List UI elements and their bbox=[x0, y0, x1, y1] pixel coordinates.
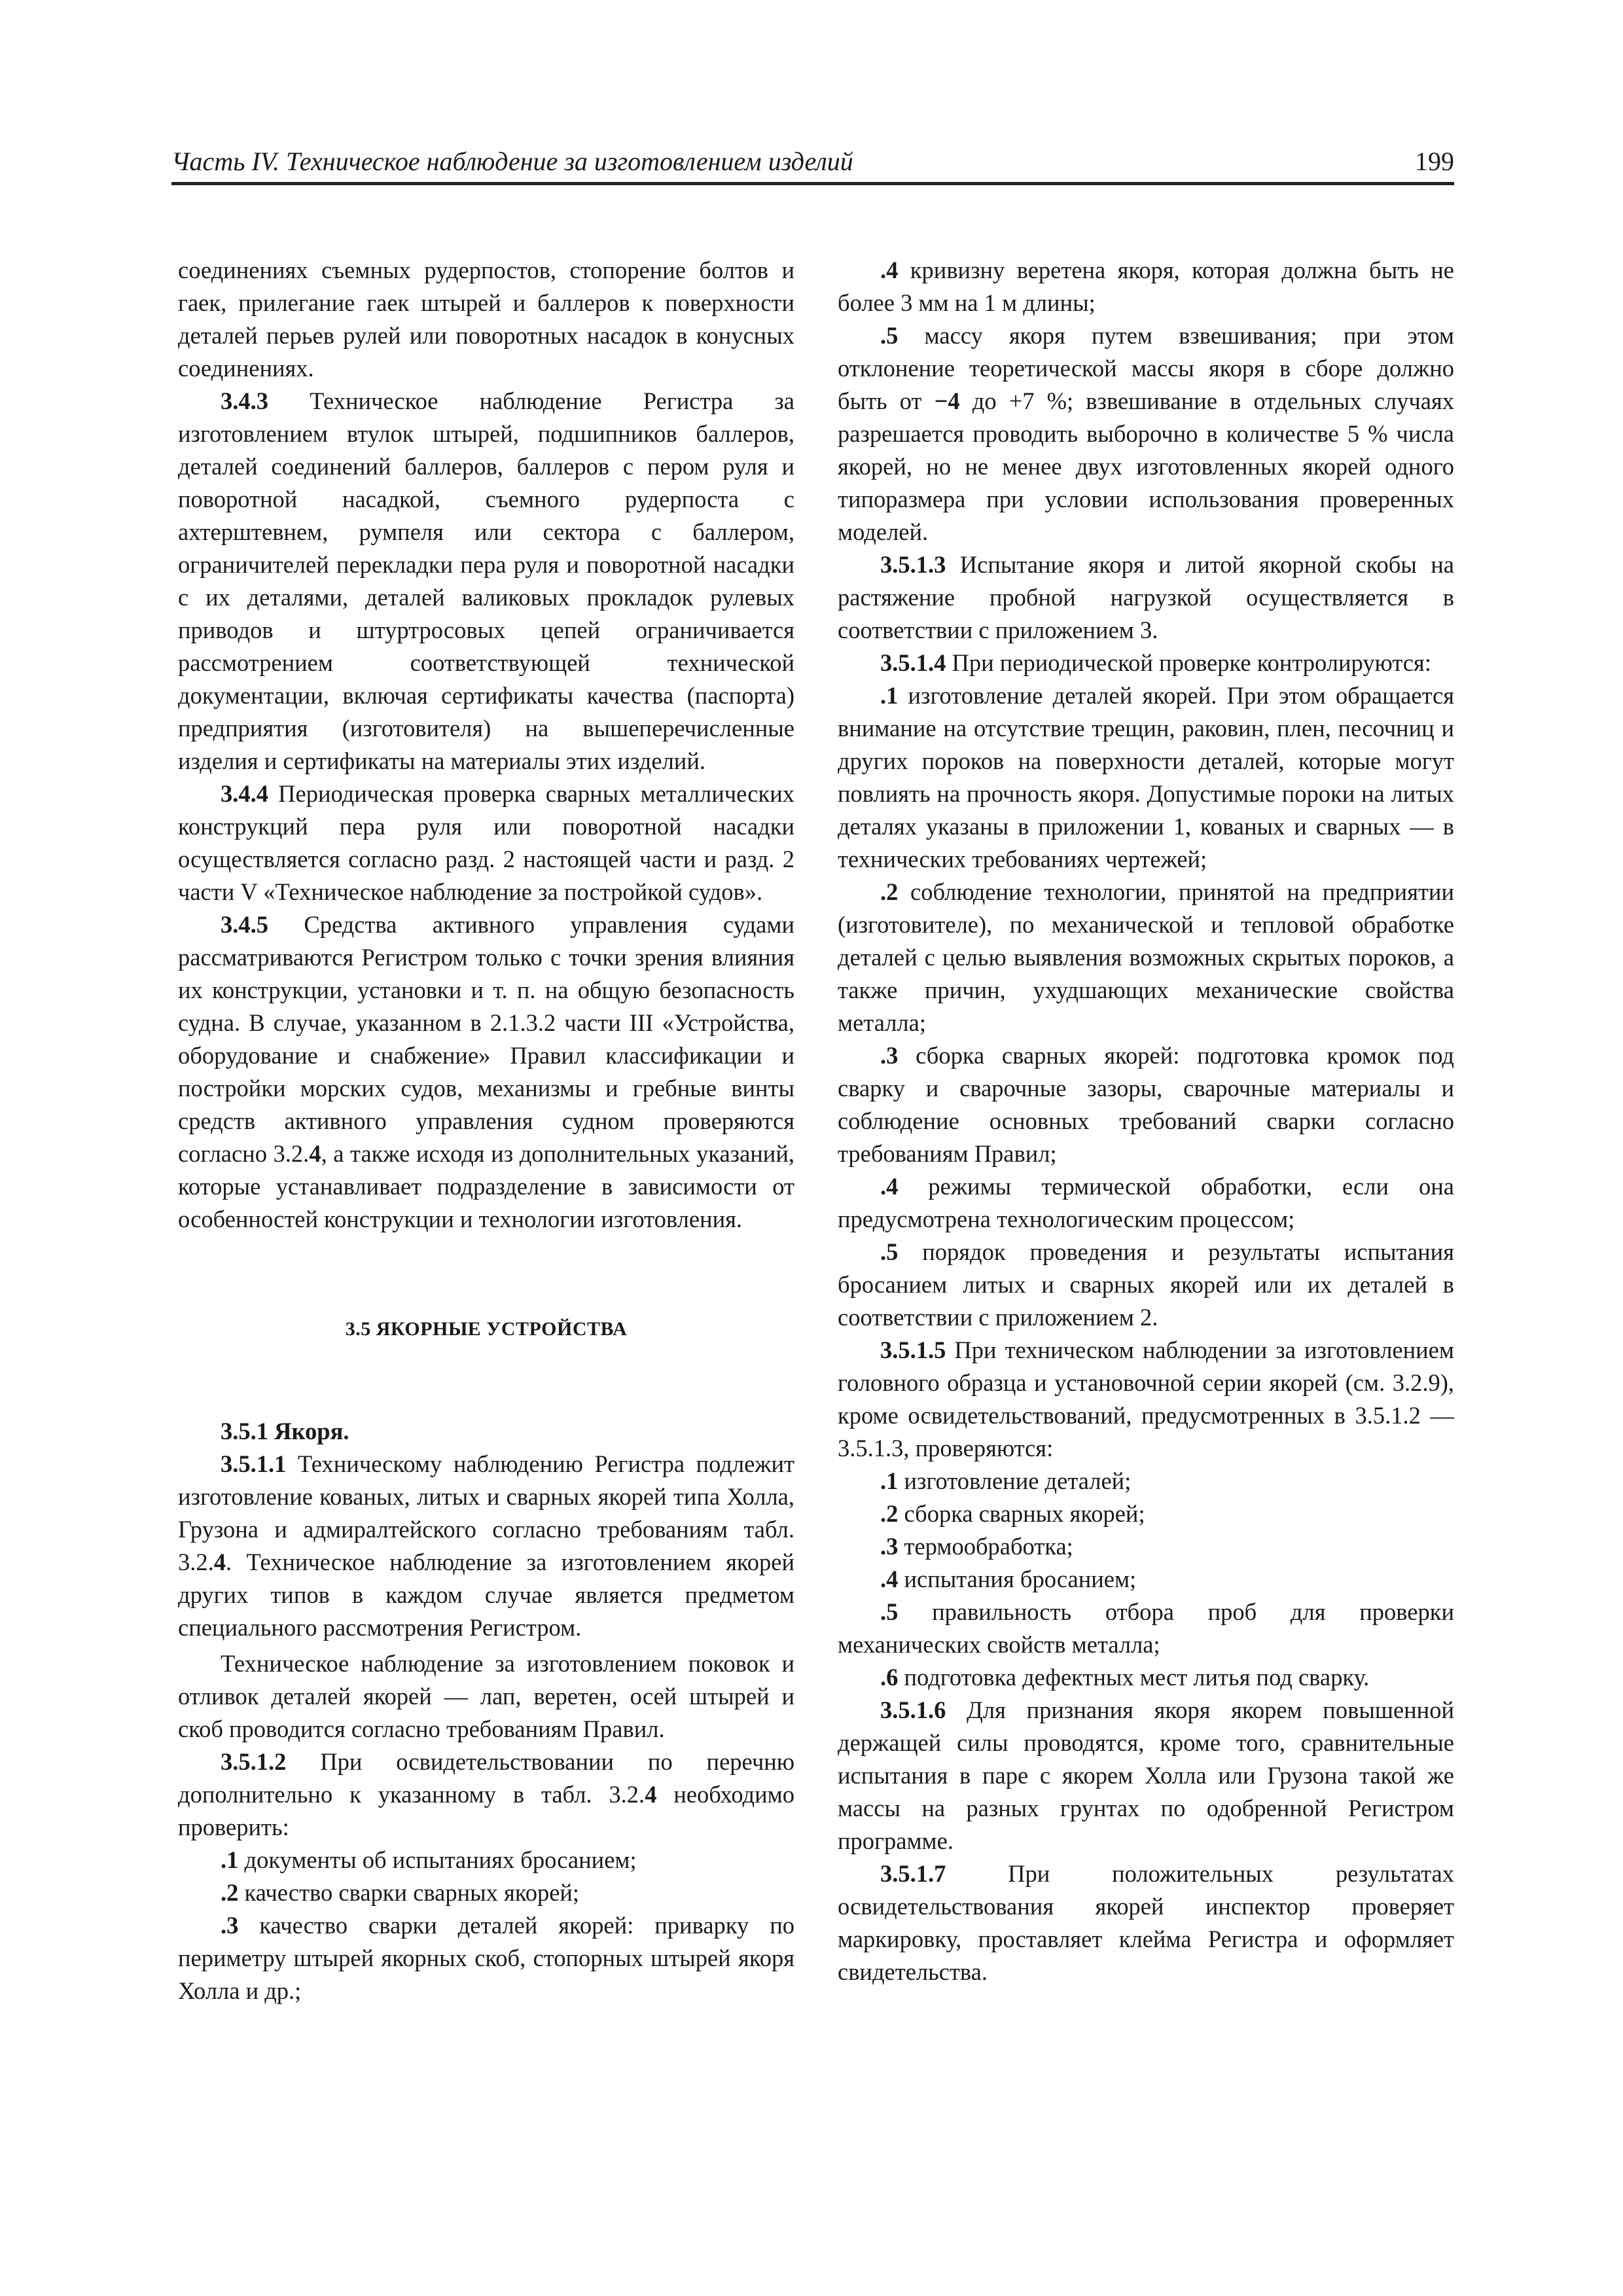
list-item: .2 соблюдение технологии, принятой на предприятии (изготовителе), по механической и тепловой обработке деталей с целью выявления возможных скрытых пороков, а также причин, ухудшающих механические свойства металла; bbox=[838, 878, 1454, 1036]
clause-number: 3.5.1.4 bbox=[880, 649, 946, 676]
clause-number: 3.5.1.3 bbox=[880, 551, 946, 578]
page-number: 199 bbox=[1415, 147, 1454, 176]
list-item: .1 изготовление деталей; bbox=[880, 1467, 1132, 1494]
paragraph-3-5-1-1: 3.5.1.1 Техническому наблюдению Регистра подлежит изготовление кованых, литых и сварных якорей типа Холла, Грузона и адмиралтейского согласно требованиям табл. 3.2.4. Техническое наблюдение за изготовлением якорей других типов в каждом случае является предметом специального рассмотрения Регистром. bbox=[178, 1450, 794, 1641]
paragraph-3-5-1-7: 3.5.1.7 При положительных результатах освидетельствования якорей инспектор проверяет маркировку, проставляет клейма Регистра и оформляет свидетельства. bbox=[838, 1860, 1454, 1985]
paragraph-3-5-1-3: 3.5.1.3 Испытание якоря и литой якорной скобы на растяжение пробной нагрузкой осуществляется в соответствии с приложением 3. bbox=[838, 551, 1454, 643]
clause-number: 3.4.4 bbox=[221, 780, 268, 807]
list-item: .1 документы об испытаниях бросанием; bbox=[221, 1846, 637, 1873]
paragraph-3-5-1-4: 3.5.1.4 При периодической проверке контролируются: bbox=[880, 649, 1431, 676]
paragraph-3-4-4: 3.4.4 Периодическая проверка сварных металлических конструкций пера руля или поворотной насадки осуществляется согласно разд. 2 настоящей части и разд. 2 части V «Техническое наблюдение за постройкой судов». bbox=[178, 780, 794, 905]
clause-number: 3.5.1.6 bbox=[880, 1696, 946, 1723]
list-item: .4 режимы термической обработки, если она предусмотрена технологическим процессом; bbox=[838, 1173, 1454, 1232]
list-item: .5 массу якоря путем взвешивания; при этом отклонение теоретической массы якоря в сборе должно быть от −4 до +7 %; взвешивание в отдельных случаях разрешается проводить выборочно в количестве 5 % числа якорей, но не менее двух изготовленных якорей одного типоразмера при условии использования проверенных моделей. bbox=[838, 322, 1454, 545]
clause-number: 3.5.1.5 bbox=[880, 1336, 946, 1363]
clause-number: 3.5.1.7 bbox=[880, 1860, 946, 1887]
clause-number: 3.4.3 bbox=[221, 387, 268, 414]
list-item: .5 правильность отбора проб для проверки механических свойств металла; bbox=[838, 1598, 1454, 1658]
list-item: .4 кривизну веретена якоря, которая должна быть не более 3 мм на 1 м длины; bbox=[838, 257, 1454, 316]
subsection-title: 3.5.1 Якоря. bbox=[221, 1418, 349, 1444]
section-heading: 3.5 ЯКОРНЫЕ УСТРОЙСТВА bbox=[345, 1318, 628, 1340]
right-column bbox=[838, 254, 1454, 1988]
paragraph-3-5-1-5: 3.5.1.5 При техническом наблюдении за изготовлением головного образца и установочной серии якорей (см. 3.2.9), кроме освидетельствований, предусмотренных в 3.5.1.2 — 3.5.1.3, проверяются: bbox=[838, 1336, 1454, 1462]
running-header-title: Часть IV. Техническое наблюдение за изготовлением изделий bbox=[171, 147, 853, 176]
clause-number: 3.4.5 bbox=[221, 911, 268, 938]
paragraph: Техническое наблюдение за изготовлением поковок и отливок деталей якорей — лап, веретен, осей штырей и скоб проводится согласно требованиям Правил. bbox=[178, 1650, 794, 1742]
paragraph: соединениях съемных рудерпостов, стопорение болтов и гаек, прилегание гаек штырей и баллеров к поверхности деталей перьев рулей или поворотных насадок в конусных соединениях. bbox=[178, 257, 794, 382]
list-item: .2 качество сварки сварных якорей; bbox=[221, 1879, 580, 1906]
running-header bbox=[171, 143, 1454, 185]
paragraph-3-4-3: 3.4.3 Техническое наблюдение Регистра за изготовлением втулок штырей, подшипников баллеров, деталей соединений баллеров, баллеров с пером руля и поворотной насадкой, съемного рудерпоста с ахтерштевнем, румпеля или сектора с баллером, ограничителей перекладки пера руля и поворотной насадки с их деталями, деталей валиковых прокладок рулевых приводов и штуртросовых цепей ограничивается рассмотрением соответствующей технической документации, включая сертификаты качества (паспорта) предприятия (изготовителя) на вышеперечисленные изделия и сертификаты на материалы этих изделий. bbox=[178, 387, 794, 774]
list-item: .5 порядок проведения и результаты испытания бросанием литых и сварных якорей или их деталей в соответствии с приложением 2. bbox=[838, 1238, 1454, 1331]
list-item: .3 термообработка; bbox=[880, 1533, 1073, 1560]
list-item: .2 сборка сварных якорей; bbox=[880, 1500, 1145, 1527]
paragraph-3-5-1-6: 3.5.1.6 Для признания якоря якорем повышенной держащей силы проводятся, кроме того, сравнительные испытания в паре с якорем Холла или Грузона такой же массы на разных грунтах по одобренной Регистром программе. bbox=[838, 1696, 1454, 1854]
list-item: .3 качество сварки деталей якорей: приварку по периметру штырей якорных скоб, стопорных штырей якоря Холла и др.; bbox=[178, 1912, 794, 2004]
list-item: .6 подготовка дефектных мест литья под сварку. bbox=[880, 1664, 1370, 1691]
list-item: .1 изготовление деталей якорей. При этом обращается внимание на отсутствие трещин, раковин, плен, песочниц и других пороков на поверхности деталей, которые могут повлиять на прочность якоря. Допустимые пороки на литых деталях указаны в приложении 1, кованых и сварных — в технических требованиях чертежей; bbox=[838, 682, 1454, 872]
clause-number: 3.5.1.2 bbox=[221, 1748, 287, 1775]
list-item: .4 испытания бросанием; bbox=[880, 1566, 1137, 1592]
paragraph-3-5-1-2: 3.5.1.2 При освидетельствовании по перечню дополнительно к указанному в табл. 3.2.4 необходимо проверить: bbox=[178, 1748, 794, 1840]
list-item: .3 сборка сварных якорей: подготовка кромок под сварку и сварочные зазоры, сварочные материалы и соблюдение основных требований сварки согласно требованиям Правил; bbox=[838, 1042, 1454, 1167]
left-column bbox=[178, 254, 794, 2007]
clause-number: 3.5.1.1 bbox=[221, 1450, 287, 1477]
paragraph-3-4-5: 3.4.5 Средства активного управления судами рассматриваются Регистром только с точки зрения влияния их конструкции, установки и т. п. на общую безопасность судна. В случае, указанном в 2.1.3.2 части III «Устройства, оборудование и снабжение» Правил классификации и постройки морских судов, механизмы и гребные винты средств активного управления судном проверяются согласно 3.2.4, а также исходя из дополнительных указаний, которые устанавливает подразделение в зависимости от особенностей конструкции и технологии изготовления. bbox=[178, 911, 794, 1232]
